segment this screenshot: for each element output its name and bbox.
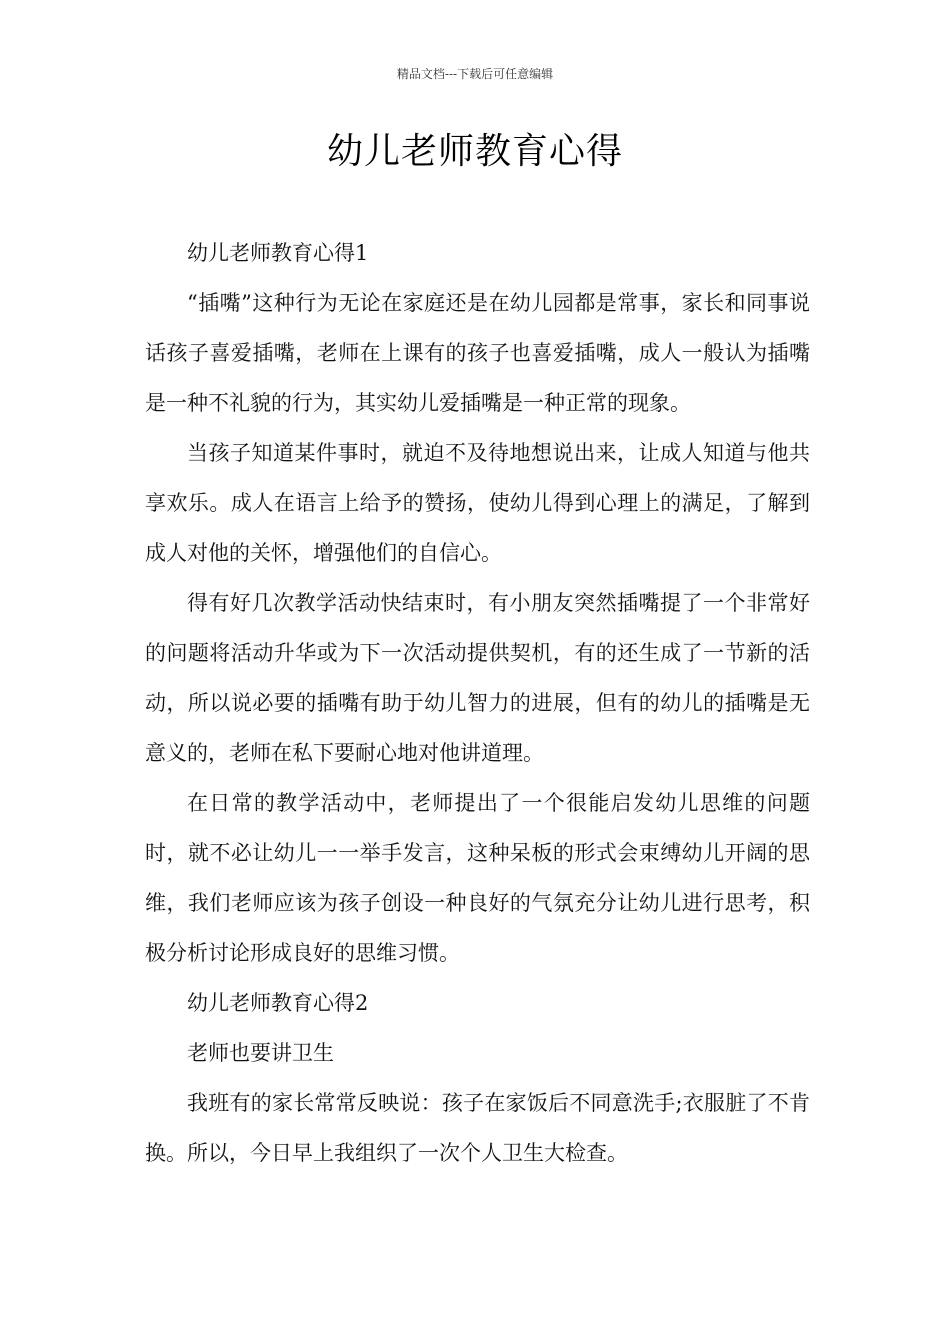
paragraph: 当孩子知道某件事时，就迫不及待地想说出来，让成人知道与他共享欢乐。成人在语言上给予的赞扬，使幼儿得到心理上的满足，了解到成人对他的关怀，增强他们的自信心。	[145, 441, 810, 565]
section-heading-2: 幼儿老师教育心得2	[187, 991, 369, 1015]
section-heading-1: 幼儿老师教育心得1	[187, 241, 369, 265]
document-body	[145, 228, 810, 1178]
subheading: 老师也要讲卫生	[187, 1041, 334, 1065]
paragraph: “插嘴”这种行为无论在家庭还是在幼儿园都是常事，家长和同事说话孩子喜爱插嘴，老师在上课有的孩子也喜爱插嘴，成人一般认为插嘴是一种不礼貌的行为，其实幼儿爱插嘴是一种正常的现象。	[145, 291, 810, 415]
page-header: 精品文档---下载后可任意编辑	[396, 67, 554, 81]
paragraph: 我班有的家长常常反映说：孩子在家饭后不同意洗手;衣服脏了不肯换。所以，今日早上我组织了一次个人卫生大检查。	[145, 1091, 810, 1165]
paragraph: 在日常的教学活动中，老师提出了一个很能启发幼儿思维的问题时，就不必让幼儿一一举手发言，这种呆板的形式会束缚幼儿开阔的思维，我们老师应该为孩子创设一种良好的气氛充分让幼儿进行思考，积极分析讨论形成良好的思维习惯。	[145, 791, 810, 965]
document-title: 幼儿老师教育心得	[326, 131, 623, 172]
paragraph: 得有好几次教学活动快结束时，有小朋友突然插嘴提了一个非常好的问题将活动升华或为下一次活动提供契机，有的还生成了一节新的活动，所以说必要的插嘴有助于幼儿智力的进展，但有的幼儿的插嘴是无意义的，老师在私下要耐心地对他讲道理。	[145, 591, 810, 765]
